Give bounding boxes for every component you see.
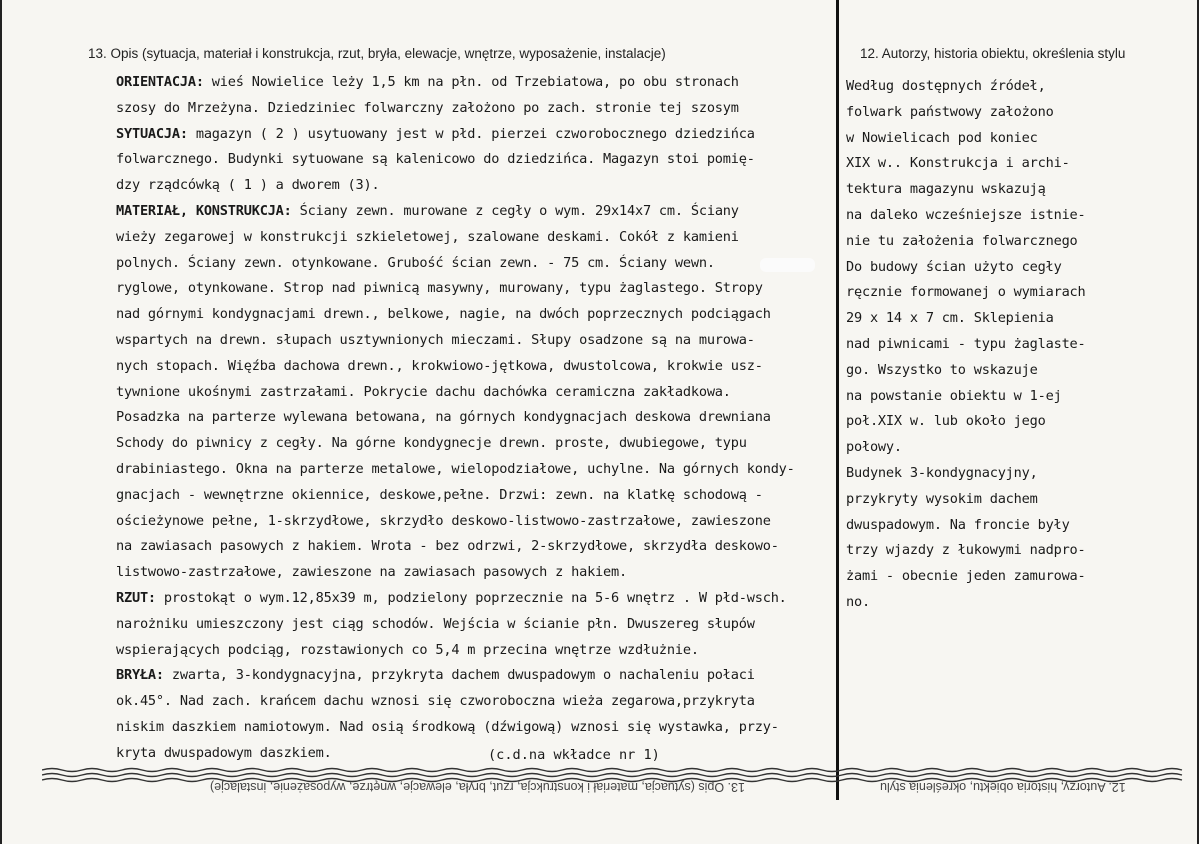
line-text: Ściany zewn. murowane z cegły o wym. 29x14x7 cm. Ściany — [291, 202, 739, 219]
section-label: RZUT: — [116, 589, 156, 606]
text-line — [116, 715, 828, 741]
line-text: wieży zegarowej w konstrukcji szkieletowej, szalowane deskami. Cokół z kamieni — [116, 228, 739, 245]
history-line: go. Wszystko to wskazuje — [846, 361, 1038, 378]
text-line — [116, 483, 828, 509]
line-text: ryglowe, otynkowane. Strop nad piwnicą masywny, murowany, typu żaglastego. Stropy — [116, 280, 763, 297]
line-text: Posadzka na parterze wylewana betowana, na górnych kondygnacjach deskowa drewniana — [116, 409, 771, 426]
description-text — [116, 70, 828, 767]
text-line — [116, 251, 828, 277]
text-line — [116, 173, 828, 199]
text-line — [116, 122, 828, 148]
history-line: folwark państwowy założono — [846, 103, 1054, 120]
line-text: wspartych na drewn. słupach usztywnionych mieczami. Słupy osadzone są na murowa- — [116, 331, 755, 348]
text-line — [116, 225, 828, 251]
line-text: gnacjach - wewnętrzne okiennice, deskowe,pełne. Drzwi: zewn. na klatkę schodową - — [116, 486, 763, 503]
text-line — [116, 534, 828, 560]
text-line — [116, 354, 828, 380]
section-12-header: 12. Autorzy, historia obiektu, określenia stylu — [860, 46, 1126, 61]
line-text: szosy do Mrzeżyna. Dziedziniec folwarczny założono po zach. stronie tej szosym — [116, 99, 739, 116]
line-text: zwarta, 3-kondygnacyjna, przykryta dachem dwuspadowym o nachaleniu połaci — [163, 667, 755, 684]
text-line — [116, 199, 828, 225]
section-13-header: 13. Opis (sytuacja, materiał i konstrukcja, rzut, bryła, elewacje, wnętrze, wyposażenie, instalacje) — [88, 46, 666, 61]
line-text: ok.45°. Nad zach. krańcem dachu wznosi się czworoboczna wieża zegarowa,przykryta — [116, 693, 755, 710]
text-line — [116, 689, 828, 715]
history-line: no. — [846, 593, 870, 610]
line-text: magazyn ( 2 ) usytuowany jest w płd. pierzei czworobocznego dziedzińca — [187, 125, 755, 142]
section-label: MATERIAŁ, KONSTRUKCJA: — [116, 202, 292, 219]
text-line — [116, 70, 828, 96]
history-line: żami - obecnie jeden zamurowa- — [846, 568, 1086, 585]
line-text: niskim daszkiem namiotowym. Nad osią środkową (dźwigową) wznosi się wystawka, przy- — [116, 718, 779, 735]
line-text: narożniku umieszczony jest ciąg schodów. Wejścia w ścianie płn. Dwuszereg słupów — [116, 615, 755, 632]
column-divider — [836, 0, 839, 800]
history-line: połowy. — [846, 439, 902, 456]
line-text: kryta dwuspadowym daszkiem. — [116, 744, 332, 761]
history-line: Budynek 3-kondygnacyjny, — [846, 464, 1038, 481]
history-line: XIX w.. Konstrukcja i archi- — [846, 155, 1070, 172]
text-line — [116, 302, 828, 328]
line-text: listwowo-zastrzałowe, zawieszone na zawiasach pasowych z hakiem. — [116, 564, 627, 581]
text-line — [116, 741, 828, 767]
line-text: folwarcznego. Budynki sytuowane są kalenicowo do dziedzińca. Magazyn stoi pomię- — [116, 151, 755, 168]
text-line — [116, 509, 828, 535]
text-line — [116, 638, 828, 664]
section-label: BRYŁA: — [116, 667, 164, 684]
history-line: Według dostępnych źródeł, — [846, 78, 1046, 94]
history-line: tektura magazynu wskazują — [846, 181, 1046, 198]
line-text: nad górnymi kondygnacjami drewn., belkowe, nagie, na dwóch poprzecznych podciągach — [116, 306, 771, 323]
line-text: dzy rządcówką ( 1 ) a dworem (3). — [116, 177, 380, 194]
line-text: wspierających podciąg, rozstawionych co 5,4 m przecina wnętrze wzdłużnie. — [116, 641, 699, 658]
history-line: poł.XIX w. lub około jego — [846, 413, 1046, 430]
history-line: przykryty wysokim dachem — [846, 490, 1038, 507]
text-line — [116, 457, 828, 483]
text-line — [116, 328, 828, 354]
text-line — [116, 612, 828, 638]
history-line: w Nowielicach pod koniec — [846, 129, 1038, 146]
history-line: dwuspadowym. Na froncie były — [846, 516, 1070, 533]
section-label: SYTUACJA: — [116, 125, 188, 142]
continuation-note: (c.d.na wkładce nr 1) — [488, 747, 660, 763]
text-line — [116, 96, 828, 122]
history-line: Do budowy ścian użyto cegły — [846, 258, 1062, 275]
history-line: nad piwnicami - typu żaglaste- — [846, 335, 1086, 352]
line-text: nych stopach. Więźba dachowa drewn., krokwiowo-jętkowa, dwustolcowa, krokwie usz- — [116, 357, 763, 374]
line-text: drabiniastego. Okna na parterze metalowe, wielopodziałowe, uchylne. Na górnych kondy- — [116, 460, 795, 477]
section-label: ORIENTACJA: — [116, 74, 204, 90]
line-text: na zawiasach pasowych z hakiem. Wrota - bez odrzwi, 2-skrzydłowe, skrzydła deskowo- — [116, 538, 779, 555]
text-line — [116, 147, 828, 173]
text-line — [116, 276, 828, 302]
text-line — [116, 380, 828, 406]
line-text: wieś Nowielice leży 1,5 km na płn. od Trzebiatowa, po obu stronach — [203, 74, 739, 90]
history-line: nie tu założenia folwarcznego — [846, 232, 1078, 249]
text-line — [116, 431, 828, 457]
history-line: 29 x 14 x 7 cm. Sklepienia — [846, 310, 1054, 327]
history-line: ręcznie formowanej o wymiarach — [846, 284, 1086, 301]
text-line — [116, 405, 828, 431]
text-line — [116, 586, 828, 612]
history-line: na daleko wcześniejsze istnie- — [846, 206, 1086, 223]
text-line — [116, 560, 828, 586]
line-text: polnych. Ściany zewn. otynkowane. Grubość ścian zewn. - 75 cm. Ściany wewn. — [116, 254, 715, 271]
mirrored-header-12: 12. Autorzy, historia obiektu, określenia stylu — [880, 780, 1126, 794]
line-text: Schody do piwnicy z cegły. Na górne kondygnecje drewn. proste, dwubiegowe, typu — [116, 435, 747, 452]
line-text: ościeżynowe pełne, 1-skrzydłowe, skrzydło deskowo-listwowo-zastrzałowe, zawieszone — [116, 512, 771, 529]
text-line — [116, 663, 828, 689]
mirrored-header-13: 13. Opis (sytuacja, materiał i konstrukcja, rzut, bryła, elewacje, wnętrze, wyposażenie, instalacje) — [210, 780, 745, 794]
line-text: prostokąt o wym.12,85x39 m, podzielony poprzecznie na 5-6 wnętrz . W płd-wsch. — [155, 589, 787, 606]
history-line: na powstanie obiektu w 1-ej — [846, 387, 1062, 404]
history-text — [846, 74, 1176, 616]
history-line: trzy wjazdy z łukowymi nadpro- — [846, 542, 1086, 559]
line-text: tywnione ukośnymi zastrzałami. Pokrycie dachu dachówka ceramiczna zakładkowa. — [116, 383, 731, 400]
